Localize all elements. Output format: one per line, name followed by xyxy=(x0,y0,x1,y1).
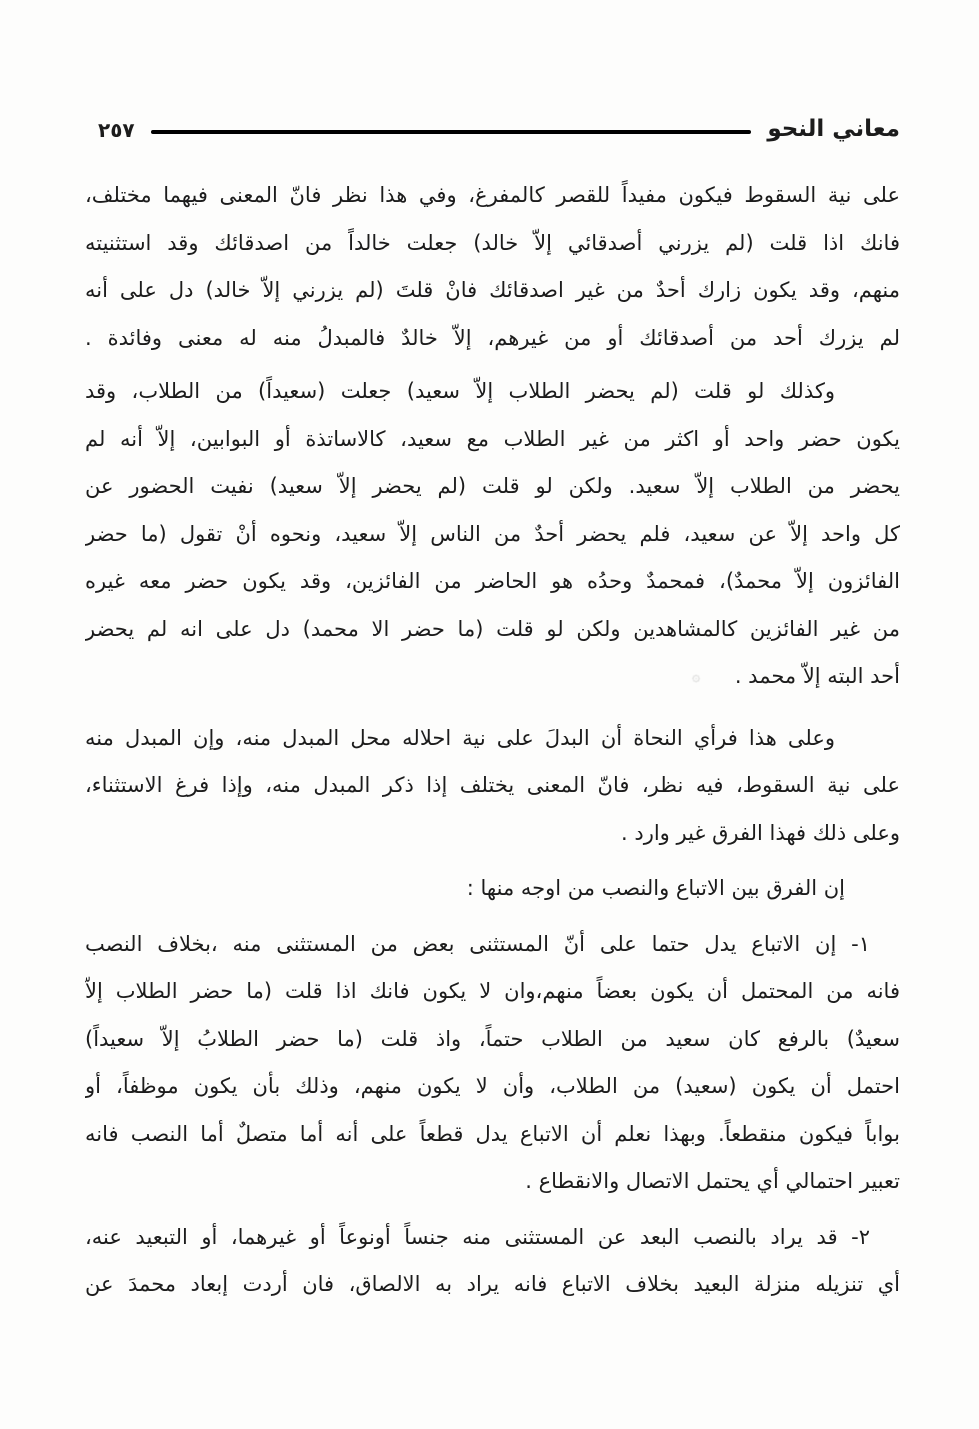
text-line: كل واحد إلاّ عن سعيد، فلم يحضر أحدٌ من الناس إلاّ سعيد، ونحوه أنْ تقول (ما حضر xyxy=(85,521,900,546)
header-divider-rule xyxy=(151,130,752,134)
text-line: على نية السقوط فيكون مفيداً للقصر كالمفرغ، وفي هذا نظر فانّ المعنى فيهما مختلف، xyxy=(85,183,900,207)
text-line: فانه من المحتمل أن يكون بعضاً منهم،وان لا يكون فانك اذا قلت (ما حضر الطلاب إلاّ xyxy=(85,979,900,1003)
numbered-item-2 xyxy=(85,1214,900,1309)
text-line: احتمل أن يكون (سعيد) من الطلاب، وأن لا يكون منهم، وذلك بأن يكون موظفاً، أو xyxy=(85,1074,900,1098)
page-number: ٢٥٧ xyxy=(98,118,135,142)
text-line-fragment: أحد البته إلاّ محمد . xyxy=(734,664,900,688)
text-line: سعيدٌ) بالرفع كان سعيد من الطلاب حتماً، واذ قلت (ما حضر الطلابُ إلاّ سعيداً) xyxy=(85,1026,900,1051)
numbered-item-1 xyxy=(85,921,900,1206)
text-line xyxy=(85,653,900,701)
text-line: يكون حضر واحد أو اكثر من غير الطلاب مع سعيد، كالاساتذة أو البوابين، إلاّ أنه لم xyxy=(85,426,900,451)
text-line: أي تنزيله منزلة البعيد بخلاف الاتباع فانه يراد به الالصاق، فان أردت إبعاد محمدَ عن xyxy=(85,1272,900,1296)
book-title: معاني النحو xyxy=(767,116,900,142)
ink-smudge-mark: ۞ xyxy=(691,669,701,685)
paragraph xyxy=(85,865,900,913)
text-line: تعبير احتمالي أي يحتمل الاتصال والانقطاع . xyxy=(525,1169,900,1193)
paragraph xyxy=(85,172,900,362)
running-header xyxy=(98,116,900,142)
paragraph xyxy=(85,368,900,701)
text-line: على نية السقوط، فيه نظر، فانّ المعنى يختلف إذا ذكر المبدل منه، وإذا فرغ الاستثناء، xyxy=(85,773,900,797)
text-line: وعلى هذا فرأي النحاة أن البدلَ على نية احلاله محل المبدل منه، وإن المبدل منه xyxy=(85,725,835,750)
text-line: يحضر من الطلاب إلاّ سعيد. ولكن لو قلت (لم يحضر إلاّ سعيد) نفيت الحضور عن xyxy=(85,474,900,498)
text-line: وعلى ذلك فهذا الفرق غير وارد . xyxy=(621,820,900,845)
paragraph xyxy=(85,715,900,858)
text-line: لم يزرك أحد من أصدقائك أو من غيرهم، إلاّ خالدٌ فالمبدلُ منه له معنى وفائدة . xyxy=(85,325,900,350)
text-line: من غير الفائزين كالمشاهدين ولكن لو قلت (ما حضر الا محمد) دل على انه لم يحضر xyxy=(85,616,900,641)
text-line: وكذلك لو قلت (لم يحضر الطلاب إلاّ سعيد) جعلت (سعيداً) من الطلاب، وقد xyxy=(85,379,835,403)
text-line: ٢- قد يراد بالنصب البعد عن المستثنى منه جنساً أونوعاً أو غيرهما، أو التبعيد عنه، xyxy=(85,1224,870,1249)
text-line: فانك اذا قلت (لم يزرني أصدقائي إلاّ خالد) جعلت خالداً من اصدقائك وقد استثنيته xyxy=(85,230,900,255)
text-line: إن الفرق بين الاتباع والنصب من اوجه منها : xyxy=(466,876,845,900)
page-text-block xyxy=(85,172,900,1309)
text-line: بواباً فيكون منقطعاً. وبهذا نعلم أن الاتباع يدل قطعاً على أنه أما متصلٌ أما النصب فانه xyxy=(85,1121,900,1146)
text-line: منهم، وقد يكون زارك أحدٌ من غير اصدقائك فانْ قلتَ (لم يزرني إلاّ خالد) دل على أنه xyxy=(85,278,900,302)
text-line: ١- إن الاتباع يدل حتما على أنّ المستثنى بعض من المستثنى منه ،بخلاف النصب xyxy=(85,931,870,956)
text-line: الفائزون إلاّ محمدٌ)، فمحمدٌ وحدُه هو الحاضر من الفائزين، وقد يكون حضر معه غيره xyxy=(85,569,900,593)
